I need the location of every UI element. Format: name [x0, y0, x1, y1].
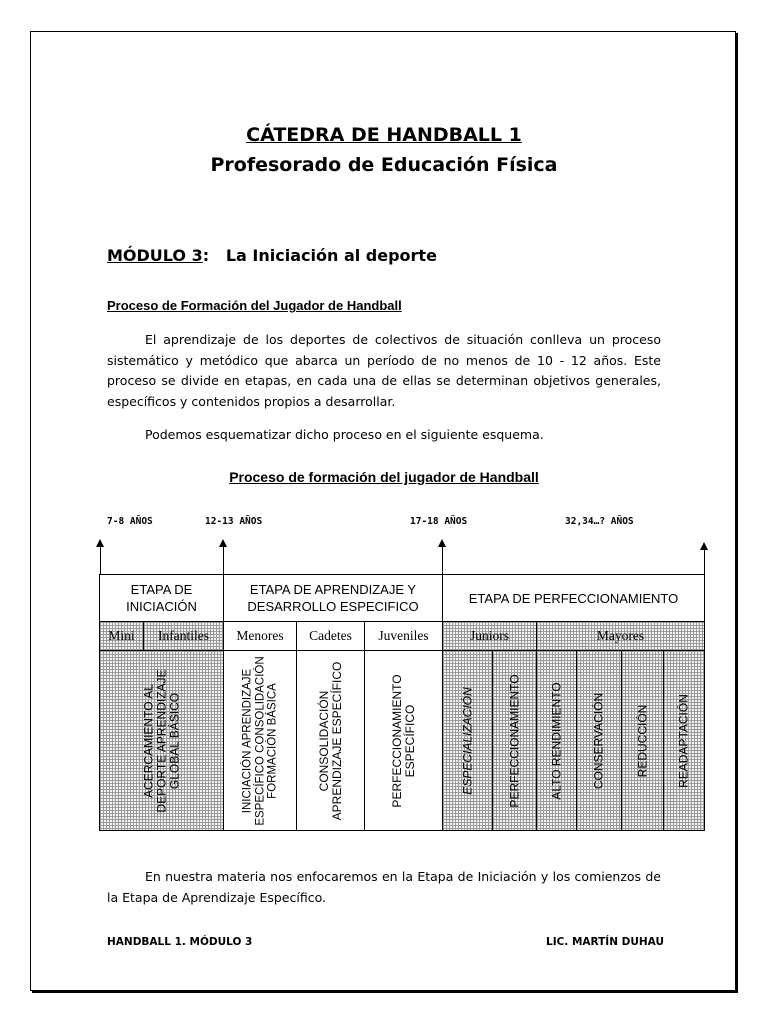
- footer-right: LIC. MARTÍN DUHAU: [546, 936, 665, 948]
- content-conservacion: [576, 650, 622, 831]
- section-title: Proceso de Formación del Jugador de Handball: [107, 298, 402, 313]
- category-infantiles: Infantiles: [143, 621, 224, 651]
- age-label-4: 32,34…? AÑOS: [565, 516, 634, 527]
- arrow-up-3: [442, 541, 443, 575]
- age-label-3: 17-18 AÑOS: [410, 516, 468, 527]
- arrow-up-4: [704, 544, 705, 575]
- arrow-up-1: [100, 541, 101, 575]
- module-heading: [107, 246, 437, 265]
- age-label-1: 7-8 AÑOS: [107, 516, 153, 527]
- content-alto-rendimiento-text: ALTO RENDIMIENTO: [549, 681, 563, 800]
- content-menores-text: INICIACIÓN APRENDIZAJE ESPECÍFICO CONSOLIDACIÓN FORMACIÓN BÁSICA: [241, 655, 279, 826]
- category-juniors: Juniors: [442, 621, 537, 651]
- stage-aprendizaje: ETAPA DE APRENDIZAJE Y DESARROLLO ESPECIFICO: [223, 574, 443, 622]
- stage-perfeccionamiento: ETAPA DE PERFECCIONAMIENTO: [442, 574, 705, 622]
- content-iniciacion: [99, 650, 224, 831]
- content-juveniles-text: PERFECCIONAMIENTO ESPECÍFICO: [389, 673, 417, 808]
- category-mini: Mini: [99, 621, 144, 651]
- diagram-title-text: Proceso de formación del jugador de Handball: [229, 469, 539, 485]
- content-readaptacion: [663, 650, 705, 831]
- document-subtitle: Profesorado de Educación Física: [210, 154, 558, 176]
- content-readaptacion-text: READAPTACIÓN: [676, 693, 691, 788]
- content-alto-rendimiento: [536, 650, 577, 831]
- module-colon: :: [202, 246, 210, 265]
- category-mayores: Mayores: [536, 621, 705, 651]
- stage-iniciacion: ETAPA DE INICIACIÓN: [99, 574, 224, 622]
- diagram-title: [0, 469, 768, 485]
- age-label-2: 12-13 AÑOS: [205, 516, 263, 527]
- category-menores: Menores: [223, 621, 297, 651]
- content-iniciacion-text: ACERCAMIENTO AL DEPORTE APRENDIZAJE GLOBAL BÁSICO: [141, 668, 181, 813]
- content-especializacion: [442, 650, 493, 831]
- content-cadetes-text: CONSOLIDACIÓN APRENDIZAJE ESPECÍFICO: [316, 661, 344, 820]
- content-conservacion-text: CONSERVACIÓN: [591, 692, 606, 789]
- document-title: CÁTEDRA DE HANDBALL 1: [246, 124, 522, 146]
- module-label: MÓDULO 3: [107, 246, 203, 265]
- module-topic: La Iniciación al deporte: [225, 246, 437, 265]
- footer-left: HANDBALL 1. MÓDULO 3: [107, 936, 253, 948]
- closing-paragraph: En nuestra materia nos enfocaremos en la Etapa de Iniciación y los comienzos de la Etapa de Aprendizaje Específico.: [107, 869, 661, 905]
- content-perfeccionamiento: [492, 650, 537, 831]
- category-juveniles: Juveniles: [364, 621, 443, 651]
- content-reduccion: [621, 650, 664, 831]
- content-especializacion-text: ESPECIALIZACIÓN: [460, 686, 474, 795]
- intro-paragraph: El aprendizaje de los deportes de colectivos de situación conlleva un proceso sistemático y metódico que abarca un período de no menos de 10 - 12 años. Este proceso se divide en etapas, en cada una de ellas se determinan objetivos generales, específicos y contenidos propios a desarrollar.: [107, 332, 661, 409]
- content-juveniles: [364, 650, 443, 831]
- content-reduccion-text: REDUCCIÓN: [635, 704, 649, 777]
- content-cadetes: [296, 650, 365, 831]
- arrow-up-2: [223, 541, 224, 575]
- scheme-paragraph: Podemos esquematizar dicho proceso en el siguiente esquema.: [145, 427, 544, 442]
- content-menores: [223, 650, 297, 831]
- category-cadetes: Cadetes: [296, 621, 365, 651]
- content-perfeccionamiento-text: PERFECCIONAMIENTO: [507, 673, 521, 808]
